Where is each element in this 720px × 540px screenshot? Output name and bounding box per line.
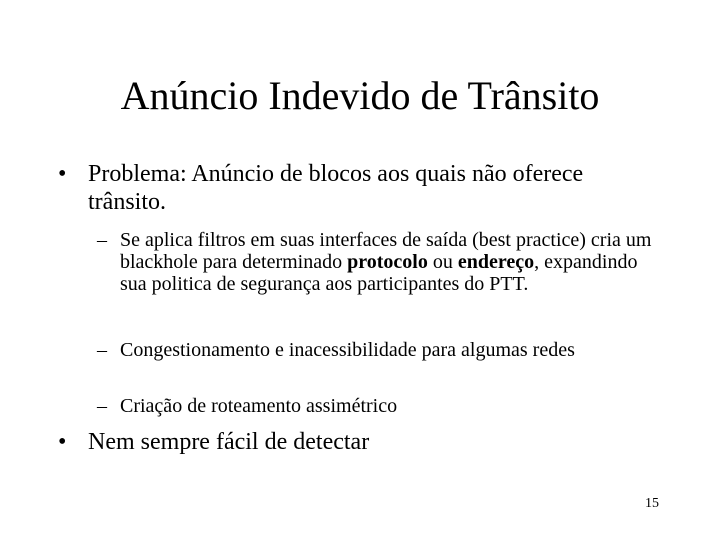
bullet-text: Problema: Anúncio de blocos aos quais não oferece trânsito. [88,161,584,215]
sub-bullet-text-part: Se aplica filtros em suas interfaces de saída (best practice) cria um blackhole para determinado [120,229,652,273]
sub-bullet-item [97,339,667,361]
sub-bullet-item [97,395,667,417]
bold-term-endereco: endereço [457,251,535,273]
sub-bullet-text: Criação de roteamento assimétrico [120,395,398,417]
bullet-item [58,428,658,456]
bullet-marker: • [58,429,67,455]
sub-bullet-marker: – [97,339,107,361]
bullet-item [58,160,658,216]
sub-bullet-text: Congestionamento e inacessibilidade para algumas redes [120,339,575,361]
bold-term-protocolo: protocolo [347,251,428,273]
sub-bullet-marker: – [97,395,107,417]
sub-bullet-text-part: ou [427,251,458,273]
sub-bullet-item [97,229,667,295]
page-number: 15 [645,496,659,511]
sub-bullet-text-part: , expandindo sua politica de segurança aos participantes do PTT. [120,251,638,295]
sub-bullet-text [120,229,667,295]
bullet-marker: • [58,161,67,187]
slide-title: Anúncio Indevido de Trânsito [120,73,600,118]
sub-bullet-marker: – [97,229,107,251]
bullet-text: Nem sempre fácil de detectar [88,429,370,455]
